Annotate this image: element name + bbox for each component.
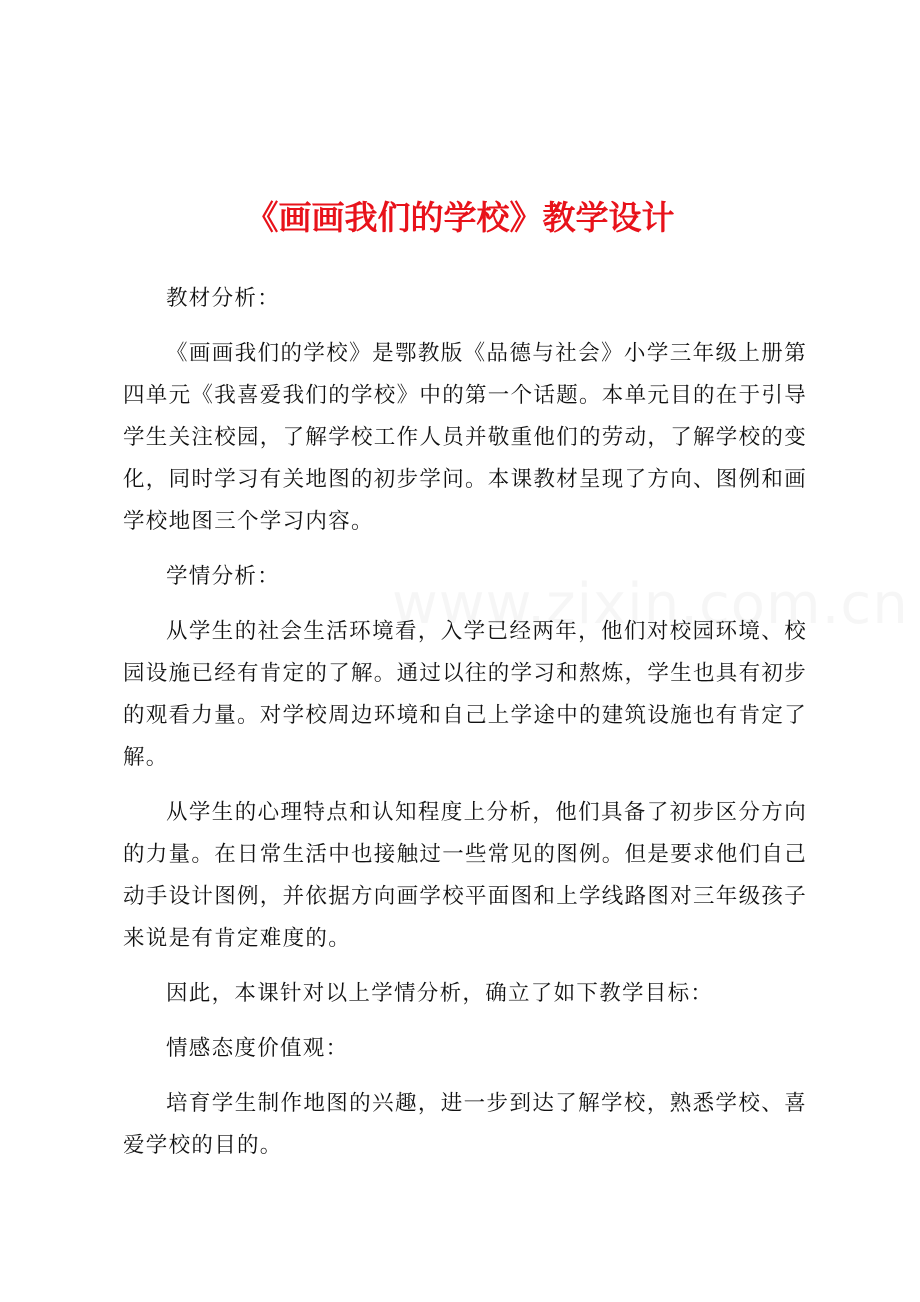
- document-title: 《画画我们的学校》教学设计: [245, 198, 675, 237]
- paragraph-textbook-analysis: 《画画我们的学校》是鄂教版《品德与社会》小学三年级上册第四单元《我喜爱我们的学校》中的第一个话题。本单元目的在于引导学生关注校园，了解学校工作人员并敬重他们的劳动，了解学校的变化，同时学习有关地图的初步学问。本课教材呈现了方向、图例和画学校地图三个学习内容。: [123, 341, 808, 534]
- section-heading-attitude-values: 情感态度价值观：: [166, 1036, 349, 1061]
- paragraph-student-environment: 从学生的社会生活环境看，入学已经两年，他们对校园环境、校园设施已经有肯定的了解。通过以往的学习和熬炼，学生也具有初步的观看力量。对学校周边环境和自己上学途中的建筑设施也有肯定了解。: [123, 619, 808, 770]
- paragraph-student-psychology: 从学生的心理特点和认知程度上分析，他们具备了初步区分方向的力量。在日常生活中也接触过一些常见的图例。但是要求他们自己动手设计图例，并依据方向画学校平面图和上学线路图对三年级孩子来说是有肯定难度的。: [123, 800, 808, 951]
- section-heading-textbook-analysis: 教材分析：: [166, 286, 281, 311]
- document-body: [123, 278, 807, 1167]
- paragraph-attitude-values: 培育学生制作地图的兴趣，进一步到达了解学校，熟悉学校、喜爱学校的目的。: [123, 1091, 807, 1158]
- section-heading-student-analysis: 学情分析：: [166, 564, 281, 589]
- paragraph-teaching-goals-intro: 因此，本课针对以上学情分析，确立了如下教学目标：: [166, 981, 714, 1006]
